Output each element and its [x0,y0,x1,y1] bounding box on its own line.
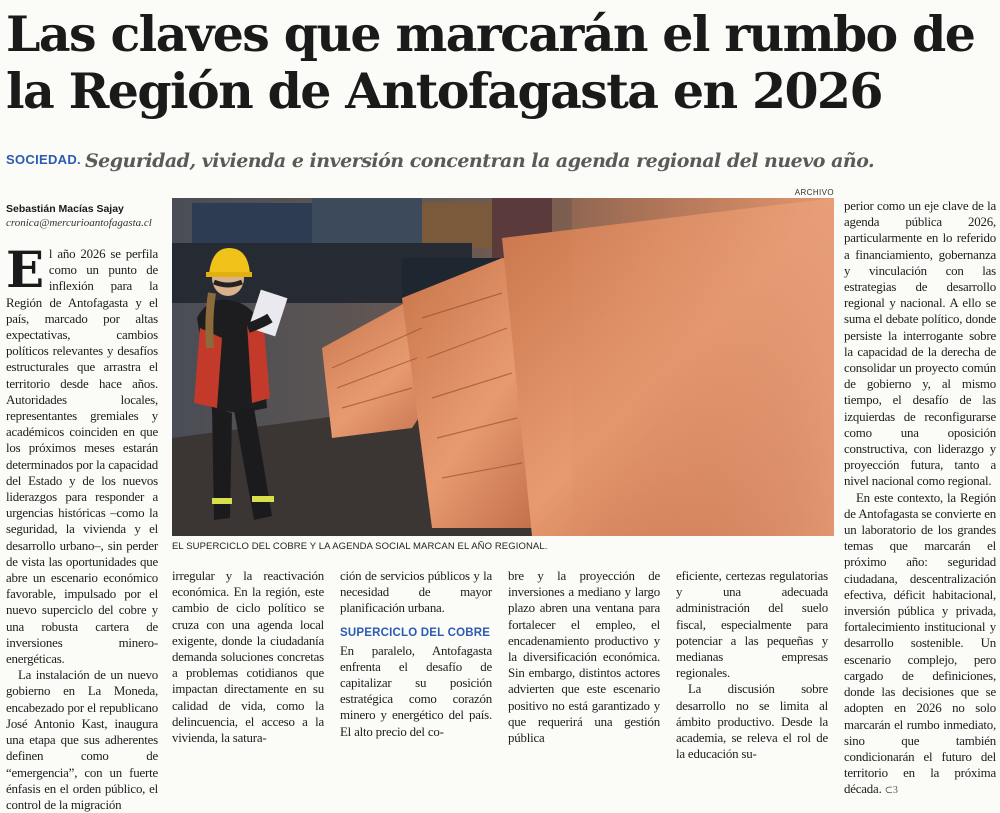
paragraph-text: En este contexto, la Región de Antofagasta se convierte en un laboratorio de los grandes temas que marcarán el próximo año: seguridad ciudadana, descentralización efectiva, déficit habitacional, inversión pública y privada, fortalecimiento institucional y desarrollo sostenible. Un escenario complejo, pero cargado de definiciones, donde las decisiones que se adopten en 2026 no solo marcarán el rumbo inmediato, sino que también condicionarán el futuro del territorio en la próxima década. [844,490,996,797]
column-2 [172,568,324,746]
headline: Las claves que marcarán el rumbo de la Región de Antofagasta en 2026 [6,5,975,120]
paragraph [844,490,996,800]
paragraph-text: l año 2026 se perfila como un punto de inflexión para la Región de Antofagasta y el país, marcado por altas expectativas, cambios políticos relevantes y desafíos estructurales que arrastra el territorio desde hace años. Autoridades locales, representantes gremiales y académicos coinciden en que los próximos meses estarán determinados por la capacidad del Estado y de los nuevos liderazgos para responder a urgencias históricas –como la seguridad, la vivienda y el desarrollo urbano–, sin perder de vista las oportunidades que abre un escenario económico favorable, impulsado por el nuevo superciclo del cobre y una robusta cartera de inversiones minero-energéticas. [6,247,158,667]
byline-author: Sebastián Macías Sajay [6,203,124,215]
end-mark: ⊂3 [884,785,898,797]
subhead [6,150,996,172]
photo-credit: ARCHIVO [794,188,834,197]
paragraph: En paralelo, Antofagasta enfrenta el desafío de capitalizar su posición estratégica como corazón minero y energético del país. El alto precio del co- [340,643,492,739]
section-subheading: SUPERCICLO DEL COBRE [340,626,491,639]
byline-email[interactable]: cronica@mercurioantofagasta.cl [6,217,152,229]
byline [6,202,166,231]
column-6 [844,198,996,800]
paragraph: bre y la proyección de inversiones a mediano y largo plazo abren una ventana para fortalecer el empleo, el encadenamiento productivo y la diversificación económica. Sin embargo, distintos actores advierten que este escenario positivo no está garantizado y que requerirá una gestión pública [508,569,660,746]
paragraph: La instalación de un nuevo gobierno en La Moneda, encabezado por el republicano José Antonio Kast, inaugura una etapa que sus adherentes definen como de “emergencia”, con un fuerte énfasis en el orden público, el control de la migración [6,668,158,812]
column-4 [508,568,660,746]
photo-caption: EL SUPERCICLO DEL COBRE Y LA AGENDA SOCIAL MARCAN EL AÑO REGIONAL. [172,541,548,552]
column-5 [676,568,828,762]
column-1 [6,240,158,813]
paragraph: eficiente, certezas regulatorias y una adecuada administración del suelo fiscal, especialmente para potenciar a las pequeñas y medianas empresas regionales. [676,569,828,681]
deck: Seguridad, vivienda e inversión concentran la agenda regional del nuevo año. [84,150,875,172]
paragraph [6,240,158,667]
section-label: SOCIEDAD. [6,152,81,167]
paragraph: La discusión sobre desarrollo no se limita al ámbito productivo. Desde la academia, se releva el rol de la educación su- [676,682,828,762]
paragraph: perior como un eje clave de la agenda pública 2026, particularmente en lo referido a financiamiento, gobernanza y vinculación con las estrategias de desarrollo regional y nacional. A ello se suma el debate político, donde persiste la interrogante sobre la capacidad de la derecha de consolidar un proyecto común de gobierno y, al mismo tiempo, el desafío de las izquierdas de reconfigurarse como una oposición constructiva, con liderazgo y proyección futura, tanto a nivel nacional como regional. [844,199,996,489]
dropcap: E [6,240,44,299]
column-3 [340,568,492,740]
copper-worker-photo [172,198,834,536]
article-photo [172,198,834,536]
paragraph: irregular y la reactivación económica. En la región, este cambio de ciclo político se cruza con una agenda local exigente, donde la ciudadanía demanda soluciones concretas a problemas cotidianos que impactan directamente en su calidad de vida, como la delincuencia, el acceso a la vivienda, la satura- [172,569,324,746]
paragraph: ción de servicios públicos y la necesidad de mayor planificación urbana. [340,569,492,616]
